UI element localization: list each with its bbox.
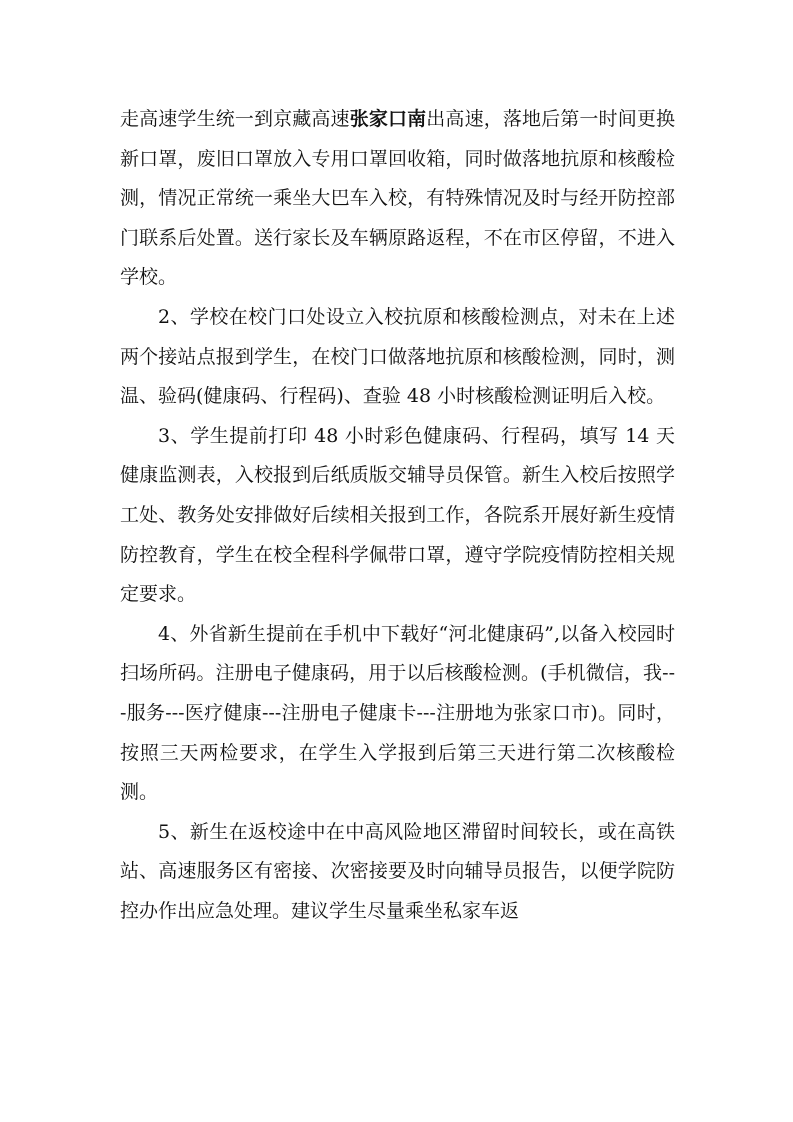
paragraph-4: 4、外省新生提前在手机中下载好“河北健康码”,以备入校园时扫场所码。注册电子健康码，用于以后核酸检测。(手机微信，我---服务---医疗健康---注册电子健康卡---注册地为张家口市)。同时，按照三天两检要求，在学生入学报到后第三天进行第二次核酸检测。 bbox=[120, 622, 675, 804]
paragraph-1-text-end: 出高速，落地后第一时间更换新口罩，废旧口罩放入专用口罩回收箱，同时做落地抗原和核酸检测，情况正常统一乘坐大巴车入校，有特殊情况及时与经开防控部门联系后处置。送行家长及车辆原路返程，不在市区停留，不进入学校。 bbox=[120, 108, 675, 289]
paragraph-3: 3、学生提前打印 48 小时彩色健康码、行程码，填写 14 天健康监测表，入校报到后纸质版交辅导员保管。新生入校后按照学工处、教务处安排做好后续相关报到工作，各院系开展好新生疫情防控教育，学生在校全程科学佩带口罩，遵守学院疫情防控相关规定要求。 bbox=[120, 424, 675, 606]
paragraph-1-text-start: 走高速学生统一到京藏高速 bbox=[120, 108, 350, 130]
bold-place-name: 张家口南 bbox=[349, 108, 427, 130]
document-body bbox=[120, 100, 675, 931]
paragraph-2: 2、学校在校门口处设立入校抗原和核酸检测点，对未在上述两个接站点报到学生，在校门口做落地抗原和核酸检测，同时，测温、验码(健康码、行程码)、查验 48 小时核酸检测证明后入校。 bbox=[120, 305, 675, 408]
paragraph-1 bbox=[120, 100, 675, 298]
paragraph-5: 5、新生在返校途中在中高风险地区滞留时间较长，或在高铁站、高速服务区有密接、次密接要及时向辅导员报告，以便学院防控办作出应急处理。建议学生尽量乘坐私家车返 bbox=[120, 820, 675, 922]
